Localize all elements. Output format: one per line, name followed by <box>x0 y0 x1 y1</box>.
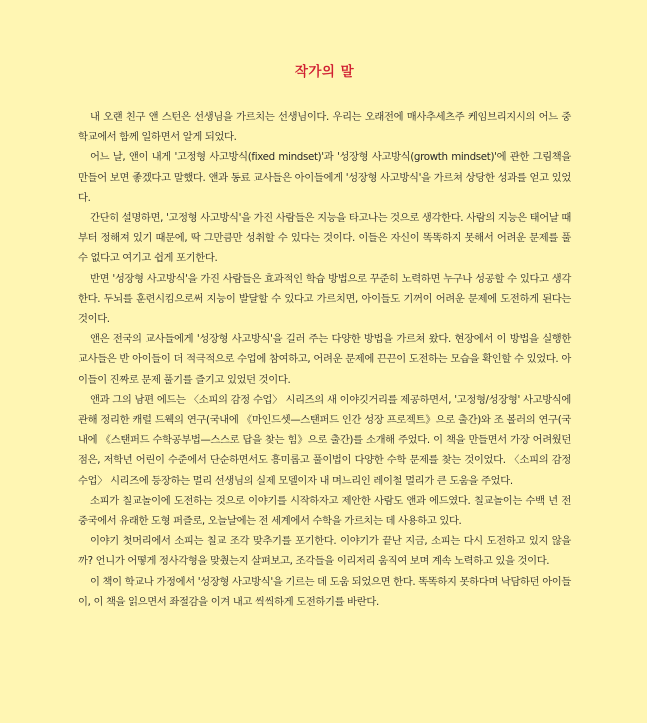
paragraph: 반면 '성장형 사고방식'을 가진 사람들은 효과적인 학습 방법으로 꾸준히 노력하면 누구나 성공할 수 있다고 생각한다. 두뇌를 훈련시킴으로써 지능이 발달할 수 있다고 가르치면, 아이들도 기꺼이 어려운 문제에 도전하게 된다는 것이다. <box>78 272 571 326</box>
paragraph: 어느 날, 앤이 내게 '고정형 사고방식(fixed mindset)'과 '성장형 사고방식(growth mindset)'에 관한 그림책을 만들어 보면 좋겠다고 말했다. 앤과 동료 교사들은 아이들에게 '성장형 사고방식'을 가르쳐 상당한 성과를 얻고 있었다. <box>78 151 571 204</box>
paragraph: 앤은 전국의 교사들에게 '성장형 사고방식'을 길러 주는 다양한 방법을 가르쳐 왔다. 현장에서 이 방법을 실행한 교사들은 반 아이들이 더 적극적으로 수업에 참여하고, 어려운 문제에 끈끈이 도전하는 모습을 확인할 수 있었다. 아이들이 진짜로 문제 풀기를 즐기고 있었던 것이다. <box>78 333 571 386</box>
page-title: 작가의 말 <box>294 64 355 80</box>
paragraph: 내 오랜 친구 앤 스턴은 선생님을 가르치는 선생님이다. 우리는 오래전에 매사추세츠주 케임브리지시의 어느 중학교에서 함께 일하면서 알게 되었다. <box>78 111 571 144</box>
paragraph: 이야기 첫머리에서 소피는 칠교 조각 맞추기를 포기한다. 이야기가 끝난 지금, 소피는 다시 도전하고 있지 않을까? 언니가 어떻게 정사각형을 맞췄는지 살펴보고, 조각들을 이리저리 움직여 보며 계속 노력하고 있을 것이다. <box>78 535 571 568</box>
paragraph: 소피가 칠교놀이에 도전하는 것으로 이야기를 시작하자고 제안한 사람도 앤과 에드였다. 칠교놀이는 수백 년 전 중국에서 유래한 도형 퍼즐로, 오늘날에는 전 세계에서 수학을 가르치는 데 사용하고 있다. <box>78 494 571 528</box>
paragraph: 간단히 설명하면, '고정형 사고방식'을 가진 사람들은 지능을 타고나는 것으로 생각한다. 사람의 지능은 태어날 때부터 정해져 있기 때문에, 딱 그만큼만 성취할 수 있다는 것이다. 이들은 자신이 똑똑하지 못해서 어려운 문제를 풀 수 없다고 여기고 쉽게 포기한다. <box>78 212 571 265</box>
paragraph: 이 책이 학교나 가정에서 '성장형 사고방식'을 기르는 데 도움 되었으면 한다. 똑똑하지 못하다며 낙담하던 아이들이, 이 책을 읽으면서 좌절감을 이겨 내고 씩씩하게 도전하기를 바란다. <box>78 575 571 608</box>
body-text <box>78 107 571 612</box>
paragraph: 앤과 그의 남편 에드는 〈소피의 감정 수업〉 시리즈의 새 이야깃거리를 제공하면서, '고정형/성장형' 사고방식에 관해 정리한 캐럴 드웩의 연구(국내에 《마인드셋—스탠퍼드 인간 성장 프로젝트》으로 출간)와 조 볼러의 연구(국내에 《스탠퍼드 수학공부법—스스로 답을 찾는 힘》으로 출간)를 소개해 주었다. 이 책을 만들면서 가장 어려웠던 점은, 저학년 어린이 수준에서 단순하면서도 흥미롭고 풀이법이 다양한 수학 문제를 찾는 것이었다. 〈소피의 감정 수업〉 시리즈에 등장하는 멀리 선생님의 실제 모델이자 내 며느리인 레이철 멀리가 큰 도움을 주었다. <box>78 393 571 487</box>
